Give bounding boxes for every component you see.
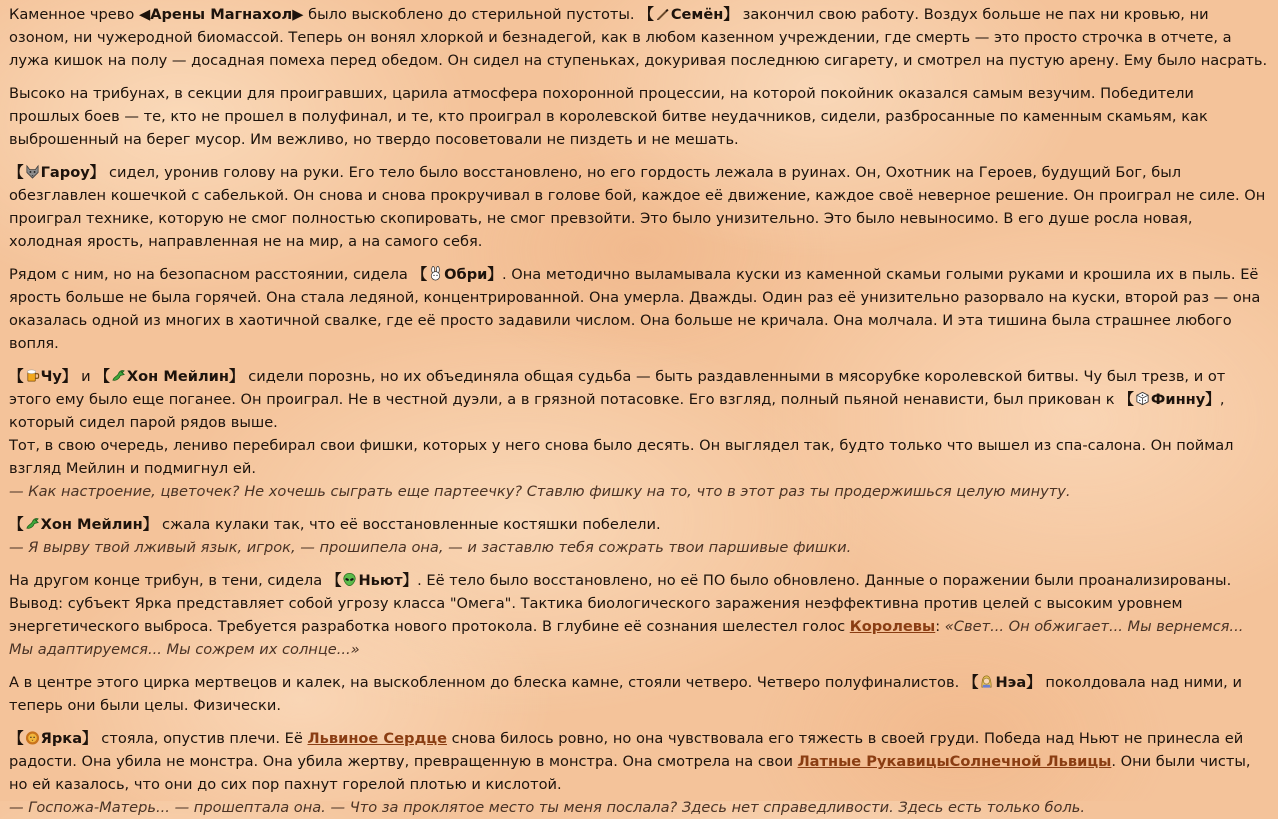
beer-mug-icon: [25, 368, 40, 383]
paragraph-arena: [9, 3, 1269, 72]
alien-icon: [342, 572, 357, 587]
paragraph-finn: Тот, в свою очередь, лениво перебирал свои фишки, которых у него снова было десять. Он выглядел так, будто только что вышел из спа-салона. Он поймал взгляд Мейлин и подмигнул ей.: [9, 437, 1234, 477]
rabbit-icon: [428, 266, 443, 281]
paragraph-chu-meilin: 【 Чу】 и 【 Хон Мейлин】 сидели порознь, но их объединяла общая судьба — быть раздавленными в мясорубке королевской битвы. Чу был трезв, и от этого ему было еще поганее. Он проиграл. Не в честной дуэли, а в грязной потасовке. Его взгляд, полный пьяной ненависти, был прикован к 【 Финну】, который сидел парой рядов выше.: [9, 368, 1226, 431]
paragraph-meilin: [9, 513, 1269, 536]
link-queen[interactable]: Королевы: [849, 618, 936, 635]
paragraph-losers: Высоко на трибунах, в секции для проигравших, царила атмосфера похоронной процессии, на которой покойник оказался самым везучим. Победители прошлых боев — те, кто не прошел в полуфинал, и те, кто проиграл в королевской битве неудачников, сидели, разбросанные по каменным скамьям, как выброшенный на берег мусор. Им вежливо, но твердо посоветовали не пиздеть и не мешать.: [9, 85, 1208, 148]
pen-icon: [655, 6, 670, 21]
text: , который сидел парой рядов выше.: [9, 391, 1225, 431]
quote-meilin: — Я вырву твой лживый язык, игрок, — прошипела она, — и заставлю тебя сожрать твои паршивые фишки.: [9, 539, 852, 556]
paragraph-yarka: [9, 727, 1269, 796]
tag-newt: 【 Ньют】: [326, 572, 418, 589]
tag-meilin: 【 Хон Мейлин】: [95, 368, 244, 385]
lion-icon: [25, 730, 40, 745]
link-lion-heart[interactable]: Львиное Сердце: [307, 730, 447, 747]
paragraph-garou: [9, 161, 1269, 253]
dice-icon: [1135, 391, 1150, 406]
text: закончил свою работу. Воздух больше не пах ни кровью, ни озоном, ни чужеродной биомассой. Теперь он вонял хлоркой и безнадегой, как в любом казенном учреждении, где смерть — это просто строчка в отчете, а лужа кишок на полу — досадная помеха перед обедом. Он сидел на ступеньках, докуривая последнюю сигарету, и смотрел на пустую арену. Ему было насрать.: [9, 6, 1268, 69]
tag-finn: 【 Финну】: [1119, 391, 1220, 408]
text: снова билось ровно, но она чувствовала его тяжесть в своей груди. Победа над Ньют не принесла ей радости. Она убила не монстра. Она убила жертву, превращенную в монстра. Она смотрела на свои: [9, 730, 1244, 770]
dragon-icon: [25, 516, 40, 531]
text: Рядом с ним, но на безопасном расстоянии, сидела: [9, 266, 413, 283]
text: стояла, опустив плечи. Её: [96, 730, 308, 747]
tag-garou: 【 Гароу】: [9, 164, 105, 181]
tag-meilin: 【 Хон Мейлин】: [9, 516, 158, 533]
text: поколдовала над ними, и теперь они были целы. Физически.: [9, 674, 1242, 714]
quote-yarka: — Госпожа-Матерь... — прошептала она. — Что за проклятое место ты меня послала? Здесь нет справедливости. Здесь есть только боль.: [9, 799, 1086, 816]
tag-obri: 【 Обри】: [412, 266, 502, 283]
text: А в центре этого цирка мертвецов и калек, на выскобленном до блеска камне, стояли четверо. Четверо полуфиналистов.: [9, 674, 964, 691]
paragraph-semifinalists: [9, 671, 1269, 717]
quote-finn: — Как настроение, цветочек? Не хочешь сыграть еще партеечку? Ставлю фишку на то, что в этот раз ты продержишься целую минуту.: [9, 483, 1071, 500]
wolf-icon: [25, 164, 40, 179]
tag-semen: 【 Семён】: [639, 6, 738, 23]
text: . Её тело было восстановлено, но её ПО было обновлено. Данные о поражении были проанализированы. Вывод: субъект Ярка представляет собой угрозу класса "Омега". Тактика биологического заражения неэффективна против целей с высоким уровнем энергетического выброса. Требуется разработка нового протокола. В глубине её сознания шелестел голос: [9, 572, 1232, 635]
text: было выскоблено до стерильной пустоты.: [303, 6, 640, 23]
text: . Она методично выламывала куски из каменной скамьи голыми руками и крошила их в пыль. Её ярость больше не была горячей. Она стала ледяной, концентрированной. Она умерла. Дважды. Один раз её унизительно разорвало на куски, второй раз — она оказалась одной из многих в хаотичной свалке, где её просто задавили числом. Она больше не кричала. Она молчала. И эта тишина была страшнее любого вопля.: [9, 266, 1261, 352]
tag-yarka: 【 Ярка】: [9, 730, 97, 747]
text: . Они были чисты, но ей казалось, что они до сих пор пахнут горелой плотью и кислотой.: [9, 753, 1251, 793]
tag-nea: 【 Нэа】: [963, 674, 1041, 691]
dragon-icon: [111, 368, 126, 383]
woman-icon: [979, 674, 994, 689]
quote-queen: «Свет... Он обжигает... Мы вернемся... Мы адаптируемся... Мы сожрем их солнце...»: [9, 618, 1244, 658]
text: Каменное чрево: [9, 6, 139, 23]
text: сжала кулаки так, что её восстановленные костяшки побелели.: [157, 516, 661, 533]
arena-name: ◀Арены Магнахол▶: [138, 6, 304, 23]
paragraph-obri: [9, 263, 1269, 355]
link-gauntlets[interactable]: Латные РукавицыСолнечной Львицы: [797, 753, 1112, 770]
tag-chu: 【 Чу】: [9, 368, 77, 385]
text: На другом конце трибун, в тени, сидела: [9, 572, 327, 589]
text: сидели порознь, но их объединяла общая судьба — быть раздавленными в мясорубке королевской битвы. Чу был трезв, и от этого ему было еще поганее. Он проиграл. Не в честной дуэли, а в грязной потасовке. Его взгляд, полный пьяной ненависти, был прикован к: [9, 368, 1226, 408]
text: сидел, уронив голову на руки. Его тело было восстановлено, но его гордость лежала в руинах. Он, Охотник на Героев, будущий Бог, был обезглавлен кошечкой с сабелькой. Он снова и снова прокручивал в голове бой, каждое её движение, каждое своё неверное решение. Он проиграл не силе. Он проиграл технике, которую не смог полностью скопировать, не смог превзойти. Это было унизительно. Это было невыносимо. В его душе росла новая, холодная ярость, направленная не на мир, а на самого себя.: [9, 164, 1266, 250]
paragraph-newt: На другом конце трибун, в тени, сидела 【 Ньют】. Её тело было восстановлено, но её ПО было обновлено. Данные о поражении были проанализированы. Вывод: субъект Ярка представляет собой угрозу класса "Омега". Тактика биологического заражения неэффективна против целей с высоким уровнем энергетического выброса. Требуется разработка нового протокола. В глубине её сознания шелестел голос Королевы: «Свет... Он обжигает... Мы вернемся... Мы адаптируемся... Мы сожрем их солнце...»: [9, 572, 1244, 658]
